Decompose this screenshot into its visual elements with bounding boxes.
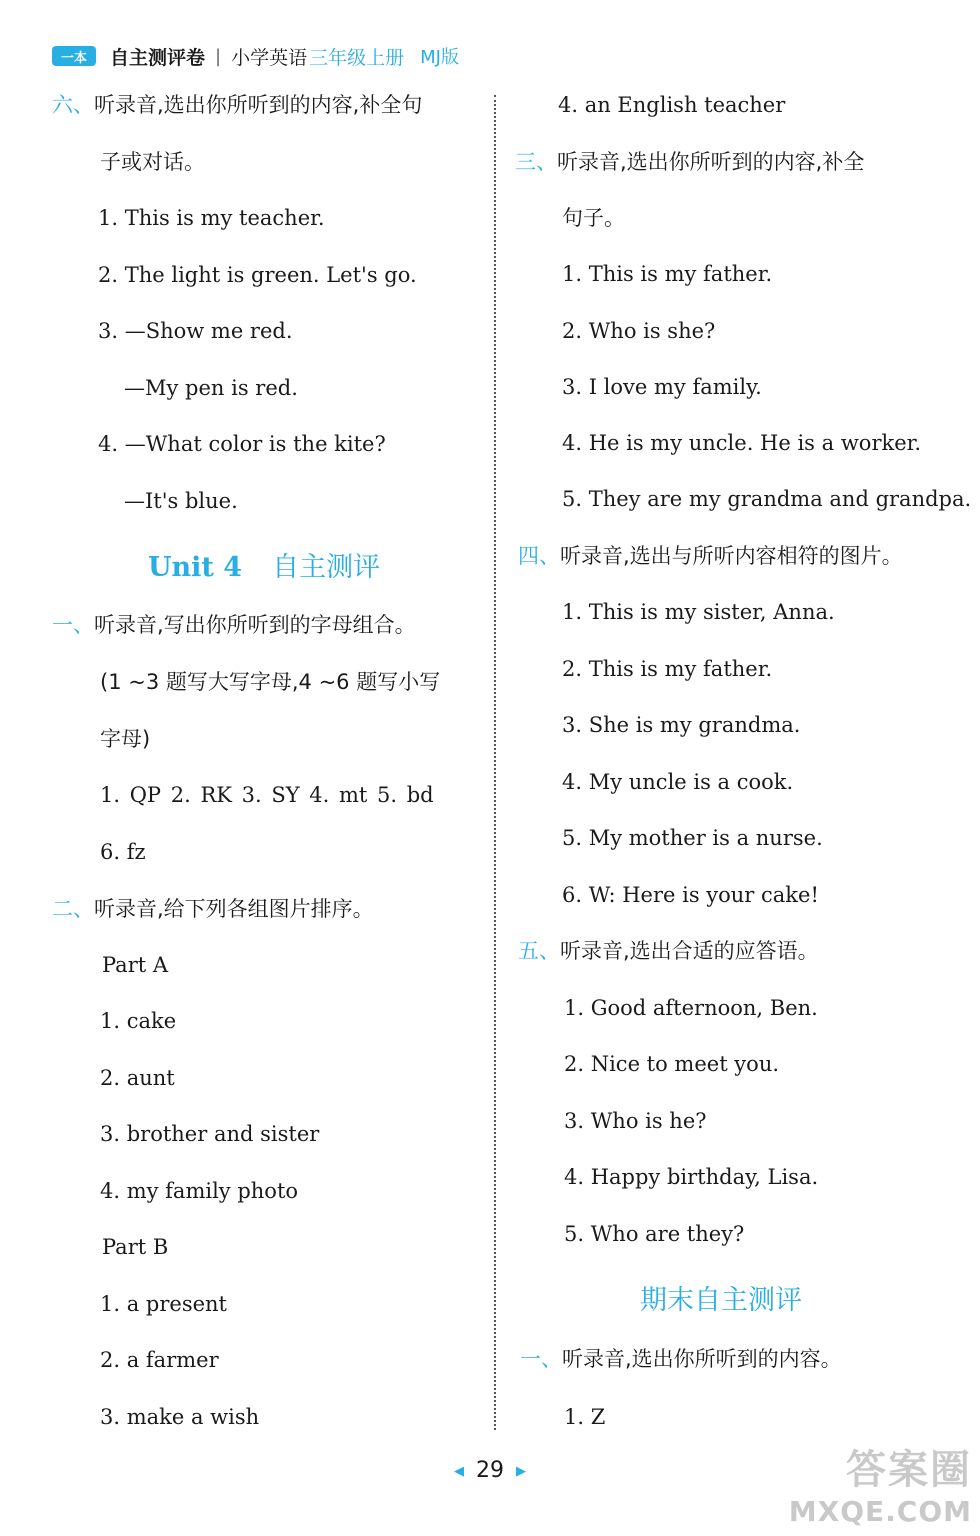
answer-line: 3. make a wish bbox=[100, 1405, 260, 1429]
grade-label: 三年级上册 bbox=[309, 46, 405, 69]
unit-name: 自主测评 bbox=[272, 552, 381, 583]
answer-line: 1. cake bbox=[100, 1009, 177, 1033]
page-number: 29 bbox=[476, 1458, 504, 1483]
answer-line: —My pen is red. bbox=[124, 376, 298, 400]
answer-line: 1. Z bbox=[564, 1405, 606, 1429]
answer-line: 6. fz bbox=[100, 840, 146, 864]
part-label: Part B bbox=[102, 1235, 169, 1259]
section-text: 听录音,选出合适的应答语。 bbox=[560, 939, 819, 963]
section-text: 听录音,给下列各组图片排序。 bbox=[94, 897, 374, 921]
section-text: 听录音,写出你所听到的字母组合。 bbox=[94, 613, 416, 637]
section-heading bbox=[52, 894, 374, 924]
triangle-right-icon: ▶ bbox=[516, 1463, 526, 1479]
section-text-cont: 字母) bbox=[100, 727, 151, 751]
section-number: 一、 bbox=[52, 613, 94, 637]
answer-line: 5. They are my grandma and grandpa. bbox=[562, 487, 972, 511]
section-number: 一、 bbox=[520, 1347, 562, 1371]
section-heading bbox=[52, 610, 416, 640]
brand-logo: 一本 bbox=[52, 46, 96, 66]
answer-line: 3. Who is he? bbox=[564, 1109, 707, 1133]
watermark-cn: 答案圈 bbox=[846, 1447, 972, 1493]
section-text: 听录音,选出你所听到的内容。 bbox=[562, 1347, 842, 1371]
section-number: 五、 bbox=[518, 939, 560, 963]
answer-line: 4. —What color is the kite? bbox=[98, 432, 386, 456]
right-column bbox=[500, 0, 980, 1536]
answer-line: 2. a farmer bbox=[100, 1348, 219, 1372]
answer-line: 1. Good afternoon, Ben. bbox=[564, 996, 818, 1020]
answer-line: 1. This is my teacher. bbox=[98, 206, 325, 230]
watermark-en: MXQE.COM bbox=[788, 1495, 972, 1528]
section-text: 听录音,选出你所听到的内容,补全句 bbox=[94, 93, 423, 117]
answer-line: 1. This is my sister, Anna. bbox=[562, 600, 835, 624]
section-text-cont: 句子。 bbox=[562, 206, 625, 230]
answer-line: 2. Who is she? bbox=[562, 319, 716, 343]
watermark bbox=[789, 1438, 972, 1528]
answer-line: 3. brother and sister bbox=[100, 1122, 320, 1146]
section-number: 六、 bbox=[52, 93, 94, 117]
section-text: 听录音,选出与所听内容相符的图片。 bbox=[560, 544, 903, 568]
final-exam-title: 期末自主测评 bbox=[640, 1285, 802, 1316]
section-text: 听录音,选出你所听到的内容,补全 bbox=[557, 150, 865, 174]
unit-title bbox=[148, 545, 380, 584]
answer-line: 3. She is my grandma. bbox=[562, 713, 801, 737]
answer-line: 4. My uncle is a cook. bbox=[562, 770, 794, 794]
section-heading bbox=[518, 541, 903, 571]
answer-line: 5. Who are they? bbox=[564, 1222, 745, 1246]
triangle-left-icon: ◀ bbox=[454, 1463, 464, 1479]
answer-line: 3. I love my family. bbox=[562, 375, 762, 399]
answer-line: 4. Happy birthday, Lisa. bbox=[564, 1165, 819, 1189]
section-text-cont: 子或对话。 bbox=[100, 150, 205, 174]
section-number: 二、 bbox=[52, 897, 94, 921]
answer-line: 2. The light is green. Let's go. bbox=[98, 263, 417, 287]
section-heading bbox=[52, 90, 422, 120]
section-heading bbox=[520, 1344, 842, 1374]
section-heading bbox=[515, 147, 864, 177]
version-label: MJ版 bbox=[420, 47, 459, 68]
answer-line: 4. He is my uncle. He is a worker. bbox=[562, 431, 922, 455]
part-label: Part A bbox=[102, 953, 169, 977]
answer-line: 4. my family photo bbox=[100, 1179, 299, 1203]
answer-line: 1. QP 2. RK 3. SY 4. mt 5. bd bbox=[100, 783, 434, 807]
answer-line: 1. This is my father. bbox=[562, 262, 773, 286]
section-number: 四、 bbox=[518, 544, 560, 568]
answer-line: 2. Nice to meet you. bbox=[564, 1052, 780, 1076]
book-title: 自主测评卷 bbox=[110, 46, 206, 69]
answer-line: 2. This is my father. bbox=[562, 657, 773, 681]
section-number: 三、 bbox=[515, 150, 557, 174]
answer-line: 4. an English teacher bbox=[558, 93, 786, 117]
header-separator: | bbox=[215, 45, 222, 67]
answer-line: 3. —Show me red. bbox=[98, 319, 293, 343]
answer-line: 1. a present bbox=[100, 1292, 227, 1316]
answer-line: 2. aunt bbox=[100, 1066, 175, 1090]
section-text-cont: (1 ~3 题写大写字母,4 ~6 题写小写 bbox=[100, 670, 441, 694]
answer-line: —It's blue. bbox=[124, 489, 238, 513]
unit-number: Unit 4 bbox=[148, 552, 243, 583]
subject-label: 小学英语 bbox=[231, 46, 308, 69]
section-heading bbox=[518, 936, 819, 966]
answer-line: 6. W: Here is your cake! bbox=[562, 883, 819, 907]
answer-line: 5. My mother is a nurse. bbox=[562, 826, 823, 850]
